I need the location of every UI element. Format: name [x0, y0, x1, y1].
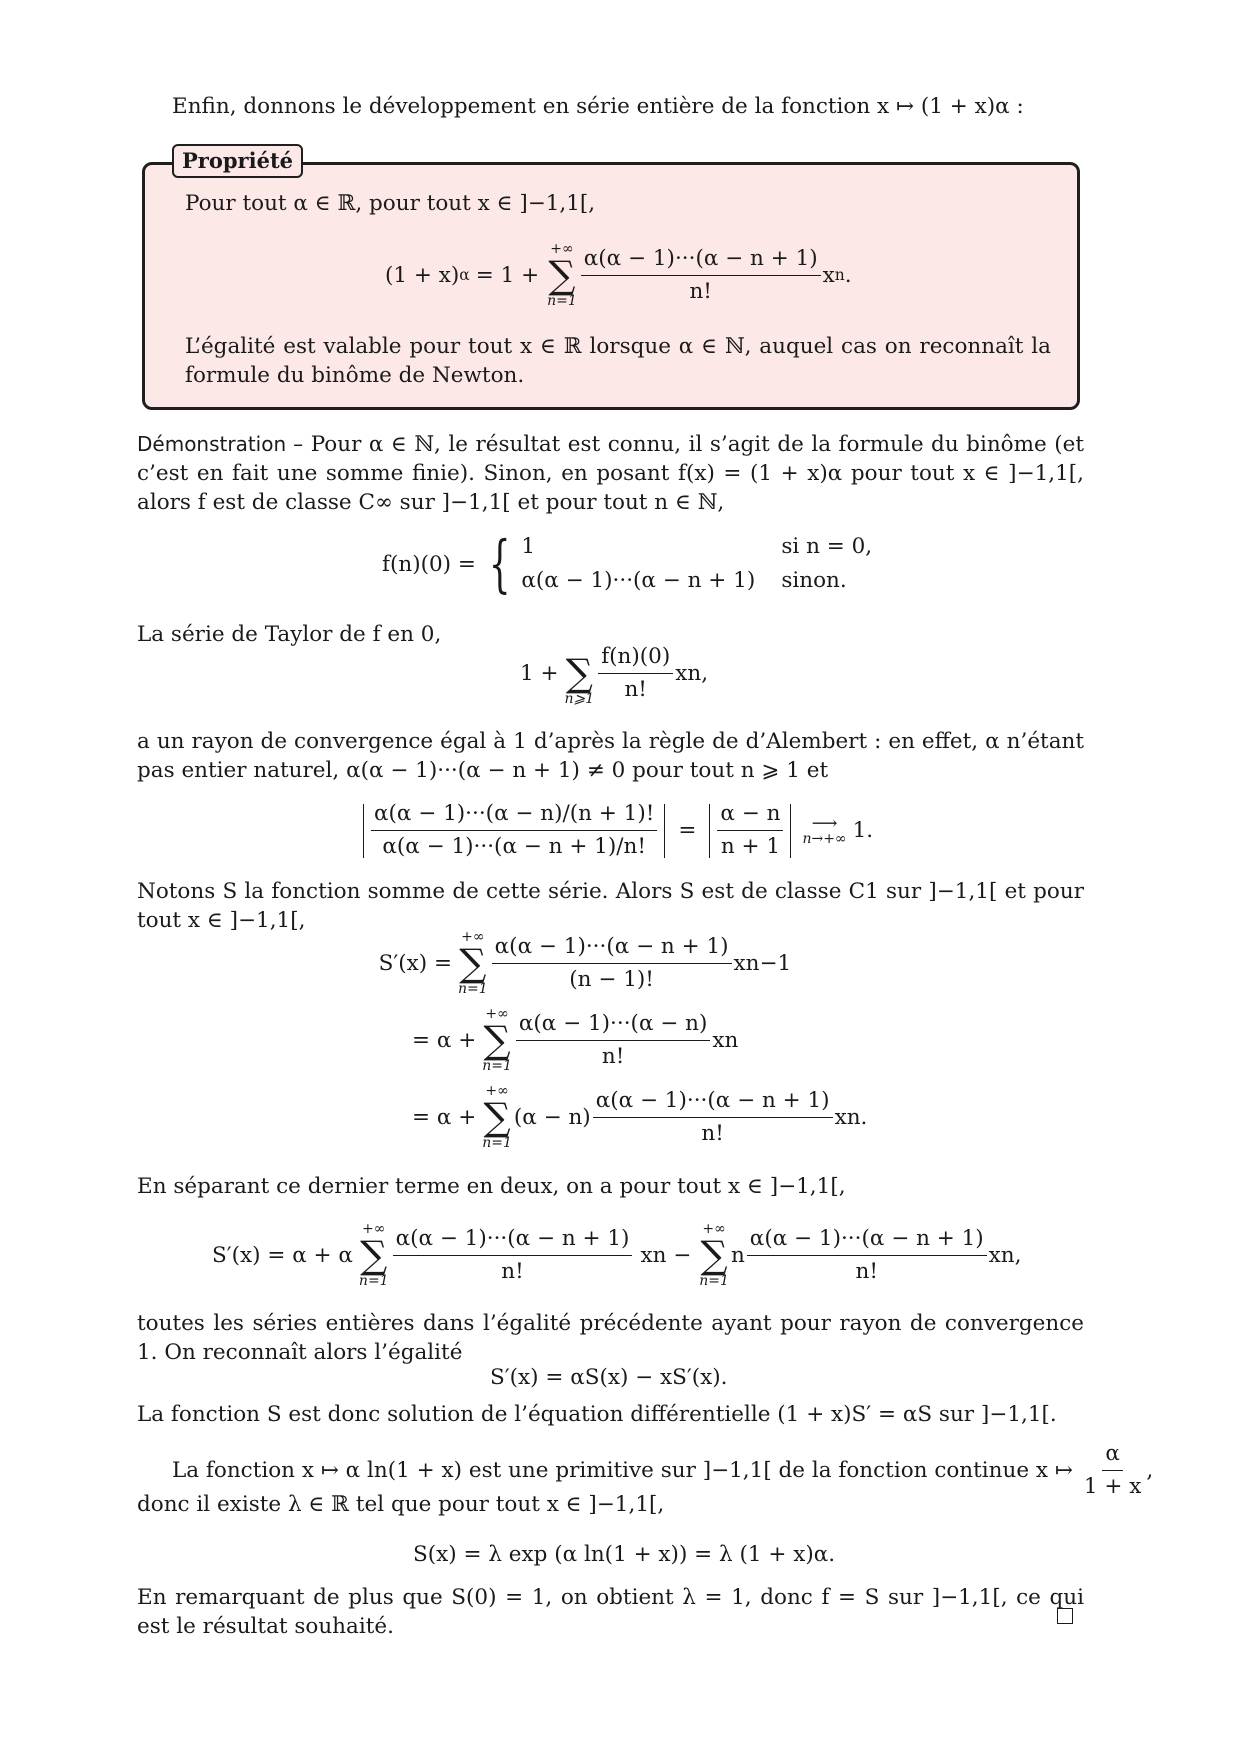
s2-denominator: n!: [601, 1043, 625, 1069]
p8a-text: La fonction x ↦ α ln(1 + x) est une primitive sur ]−1,1[ de la fonction continue x ↦: [172, 1458, 1073, 1483]
formula-eq: = 1 +: [475, 262, 540, 288]
sprime-line-1: S′(x) = +∞ ∑ n=1 $\frac{\alpha(\alpha - 1)\cdot\cdot\cdot(\alpha - n + 1)}{(n - 1)!}$ xn−1: [362, 930, 791, 996]
split-equation: S′(x) = α + α +∞ ∑ n=1 $\frac{\alpha(\alpha - 1)\cdot\cdot\cdot(\alpha - n + 1)}{n!}$ xn − +∞ ∑ n=1 n $\frac{\alpha(\alpha - 1)\cdot\cdot\cdot(\alpha - n + 1)}{n!}$ xn,: [212, 1221, 1022, 1289]
taylor-tail: xn,: [675, 660, 709, 686]
s3-fraction: [593, 1087, 833, 1148]
case2-condition: sinon.: [781, 568, 847, 593]
taylor-pre: 1 +: [520, 660, 559, 686]
ratio-denominator: α(α − 1)···(α − n + 1)/n!: [382, 834, 646, 859]
taylor-sum-bottom: n⩾1: [564, 691, 595, 707]
proof-paragraph-9: En remarquant de plus que S(0) = 1, on obtient λ = 1, donc f = S sur ]−1,1[, ce qui est le résultat souhaité.: [137, 1585, 1084, 1639]
formula-fraction: [581, 245, 821, 306]
ratio-result: 1.: [852, 818, 874, 843]
taylor-series: [520, 640, 708, 706]
arrow: ⟶: [811, 812, 838, 834]
s1-denominator: (n − 1)!: [569, 966, 654, 992]
intro-paragraph: Enfin, donnons le développement en série entière de la fonction x ↦ (1 + x)α :: [172, 94, 1024, 119]
case1-value: 1: [521, 534, 536, 559]
s2-fraction: [516, 1010, 711, 1071]
s3-mid: (α − n): [513, 1104, 591, 1130]
taylor-numerator: f(n)(0): [598, 643, 673, 674]
sum-symbol: +∞ ∑ n=1: [547, 241, 577, 309]
proof-p1: Pour α ∈ ℕ, le résultat est connu, il s’agit de la formule du binôme (et c’est en fait une somme finie). Sinon, en posant f(x) = (1 + x)α pour tout x ∈ ]−1,1[, alors f est de classe C∞ sur ]−1,1[ et pour tout n ∈ ℕ,: [137, 432, 1084, 515]
ratio2-fraction: [717, 800, 783, 861]
sum-bottom: n=1: [547, 293, 577, 309]
case2-value: α(α − 1)···(α − n + 1): [521, 568, 756, 593]
proof-paragraph-4: Notons S la fonction somme de cette série. Alors S est de classe C1 sur ]−1,1[ et pour tout x ∈ ]−1,1[,: [137, 879, 1084, 933]
proof-paragraph-3: a un rayon de convergence égal à 1 d’après la règle de d’Alembert : en effet, α n’étant pas entier naturel, α(α − 1)···(α − n + 1) ≠ 0 pour tout n ⩾ 1 et: [137, 729, 1084, 783]
s1-tail: xn−1: [733, 950, 792, 976]
deriv-lhs: f(n)(0) =: [382, 551, 476, 577]
s2-numerator: α(α − 1)···(α − n): [516, 1010, 711, 1041]
s3-tail: xn.: [834, 1104, 868, 1130]
p8-fraction: [1081, 1440, 1145, 1501]
sprime-line-3: = α + +∞ ∑ n=1 (α − n) $\frac{\alpha(\alpha - 1)\cdot\cdot\cdot(\alpha - n + 1)}{n!}$ xn.: [412, 1083, 868, 1151]
split-mid: xn −: [640, 1242, 692, 1268]
proof-paragraph-2: La série de Taylor de f en 0,: [137, 622, 442, 647]
s3-denominator: n!: [701, 1120, 724, 1146]
ratio-numerator: α(α − 1)···(α − n)/(n + 1)!: [371, 800, 657, 831]
ratio2-denominator: n + 1: [720, 834, 781, 859]
taylor-sum: ∑ n⩾1: [564, 651, 595, 707]
proof-paragraph-1: [137, 430, 1084, 517]
property-tag: Propriété: [172, 144, 303, 178]
solution-equation: S(x) = λ exp (α ln(1 + x)) = λ (1 + x)α.: [413, 1542, 836, 1567]
split-fraction-2: $\frac{\alpha(\alpha - 1)\cdot\cdot\cdot(\alpha - n + 1)}{n!}$: [747, 1225, 987, 1286]
ratio2-numerator: α − n: [717, 800, 783, 831]
ratio-eq: =: [678, 818, 697, 843]
limit-arrow: [802, 812, 847, 847]
s1-lhs: S′(x) =: [378, 950, 452, 976]
s3-lhs: = α +: [412, 1104, 477, 1130]
proof-paragraph-6: toutes les séries entières dans l’égalité précédente ayant pour rayon de convergence 1. On reconnaît alors l’égalité: [137, 1311, 1084, 1365]
proof-paragraph-8b: donc il existe λ ∈ ℝ tel que pour tout x ∈ ]−1,1[,: [137, 1492, 665, 1517]
taylor-denominator: n!: [624, 676, 647, 702]
s2-lhs: = α +: [412, 1027, 477, 1053]
case1-condition: si n = 0,: [781, 534, 873, 559]
sprime-line-2: = α + +∞ ∑ n=1 $\frac{\alpha(\alpha - 1)\cdot\cdot\cdot(\alpha - n)}{n!}$ xn: [412, 1006, 739, 1074]
qed-square-icon: [1057, 1608, 1073, 1624]
s3-numerator: α(α − 1)···(α − n + 1): [593, 1087, 833, 1118]
proof-paragraph-5: En séparant ce dernier terme en deux, on a pour tout x ∈ ]−1,1[,: [137, 1174, 846, 1199]
split-n: n: [730, 1242, 745, 1268]
sum-top: +∞: [550, 241, 574, 257]
formula-tail: x: [822, 262, 835, 288]
property-note: L’égalité est valable pour tout x ∈ ℝ lorsque α ∈ ℕ, auquel cas on reconnaît la formule du binôme de Newton.: [185, 334, 1051, 388]
formula-end: .: [844, 262, 852, 288]
s2-tail: xn: [712, 1027, 739, 1053]
property-formula: (1 + x) α = 1 + +∞ ∑ n=1 $\frac{\alpha(\alpha - 1)\cdot\cdot\cdot(\alpha - n + 1)}{n!}$ x n .: [385, 241, 852, 309]
differential-equality: S′(x) = αS(x) − xS′(x).: [490, 1365, 728, 1390]
s1-fraction: [492, 933, 732, 994]
split-fraction-1: $\frac{\alpha(\alpha - 1)\cdot\cdot\cdot(\alpha - n + 1)}{n!}$: [393, 1225, 633, 1286]
property-statement: Pour tout α ∈ ℝ, pour tout x ∈ ]−1,1[,: [185, 191, 596, 216]
arrow-limit: n→+∞: [802, 830, 847, 847]
formula-lhs: (1 + x): [385, 262, 460, 288]
taylor-fraction: [598, 643, 673, 704]
split-tail: xn,: [988, 1242, 1022, 1268]
p8-comma: ,: [1146, 1458, 1154, 1483]
proof-paragraph-7: La fonction S est donc solution de l’équation différentielle (1 + x)S′ = αS sur ]−1,1[.: [137, 1402, 1057, 1427]
formula-numerator: α(α − 1)···(α − n + 1): [581, 245, 821, 276]
p8-numerator: α: [1102, 1440, 1123, 1471]
proof-label: Démonstration –: [137, 432, 304, 456]
ratio-equation: [358, 800, 873, 861]
s1-numerator: α(α − 1)···(α − n + 1): [492, 933, 732, 964]
split-lhs: S′(x) = α + α: [212, 1242, 353, 1268]
formula-denominator: n!: [689, 278, 712, 304]
p8-denominator: 1 + x: [1083, 1474, 1142, 1499]
ratio-fraction: [371, 800, 657, 861]
derivative-cases: f(n)(0) = { 1 si n = 0, α(α − 1)···(α − n + 1) sinon.: [382, 532, 891, 596]
